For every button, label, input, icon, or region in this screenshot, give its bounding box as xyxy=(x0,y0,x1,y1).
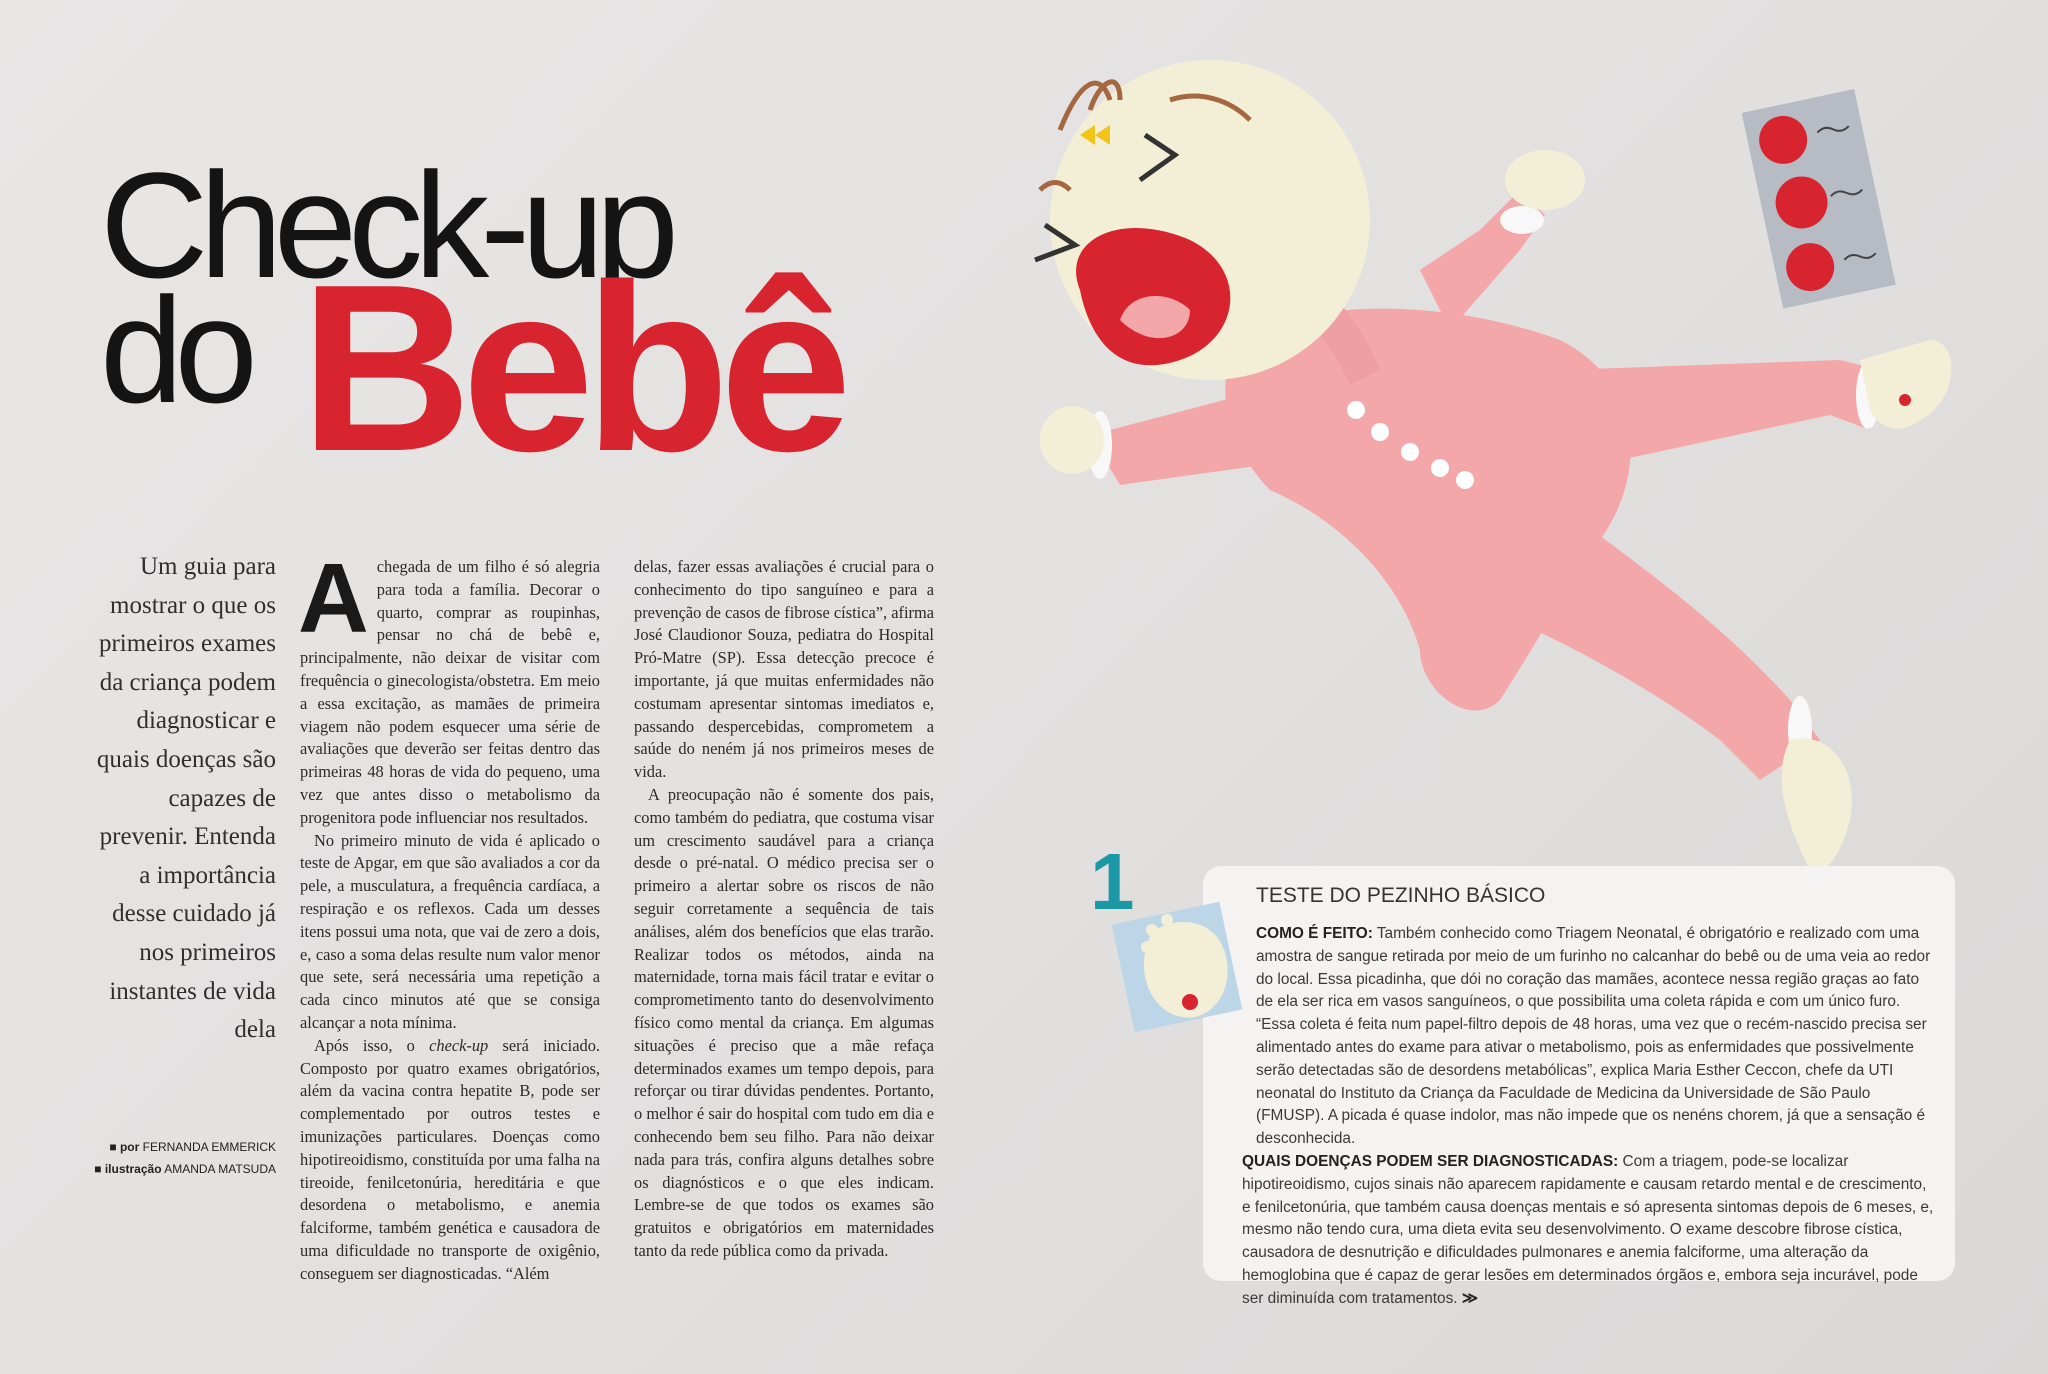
credits xyxy=(70,1136,276,1180)
illustrator-credit xyxy=(70,1158,276,1180)
title-check-up: Check-up xyxy=(100,141,670,309)
illustrator-name: AMANDA MATSUDA xyxy=(164,1162,276,1176)
bullet-icon: ■ xyxy=(109,1140,117,1154)
sidebar-body xyxy=(1222,923,1935,1311)
bullet-icon: ■ xyxy=(94,1162,102,1176)
intro-deck: Um guia para mostrar o que os primeiros exames da criança podem diagnosticar e quais doenças são capazes de prevenir. Entenda a importância desse cuidado já nos primeiros instantes de vida dela xyxy=(96,553,276,1044)
article-column-2 xyxy=(634,556,934,1263)
author-prefix: por xyxy=(119,1140,140,1154)
title-do: do xyxy=(100,266,249,434)
article-paragraph: A preocupação não é somente dos pais, como também do pediatra, que costuma visar um crescimento saudável para a criança desde o pré-natal. O médico precisa ser o primeiro a alertar sobre os riscos de não seguir corretamente a sequência de tais análises, além dos benefícios que elas trarão. Realizar todos os métodos, ainda na maternidade, torna mais fácil tratar e evitar o comprometimento tanto do desenvolvimento físico como mental da criança. Em algumas situações é preciso que a mãe refaça determinados exames um tempo depois, para reforçar ou tirar dúvidas pendentes. Portanto, o melhor é sair do hospital com tudo em dia e conhecendo bem seu filho. Para não deixar nada para trás, confira alguns detalhes sobre os diagnósticos e o que eles indicam. Lembre-se de que todos os exames são gratuitos e obrigatórios em maternidades tanto da rede pública como da privada. xyxy=(634,784,934,1260)
sidebar-diseases-label: QUAIS DOENÇAS PODEM SER DIAGNOSTICADAS: xyxy=(1242,1152,1619,1170)
sidebar-diseases-text: Com a triagem, pode-se localizar hipotireoidismo, cujos sinais não aparecem rapidamente e causam retardo mental e de crescimento, e fenilcetonúria, que também causa doenças mentais e só apresenta sintomas depois de 6 meses, e, mesmo não tendo cura, uma dieta evita seu desenvolvimento. O exame descobre fibrose cística, causadora de desnutrição e dificuldades pulmonares e anemia falciforme, uma alteração da hemoglobina que é capaz de gerar lesões em determinados órgãos e, embora seja incurável, pode ser diminuída com tratamentos. xyxy=(1242,1152,1934,1307)
author-credit xyxy=(70,1136,276,1158)
article-emphasis: check-up xyxy=(429,1035,489,1055)
article-text: Após isso, o xyxy=(314,1035,430,1055)
illustration-prefix: ilustração xyxy=(104,1162,162,1176)
sidebar-how-paragraph xyxy=(1222,923,1935,1151)
continue-arrow-icon: ≫ xyxy=(1461,1289,1478,1307)
title-bebe: Bebê xyxy=(300,236,842,501)
section-number: 1 xyxy=(1090,837,1135,926)
sidebar-how-label: COMO É FEITO: xyxy=(1256,925,1373,942)
article-paragraph: chegada de um filho é só alegria para toda a família. Decorar o quarto, comprar as roupinhas, pensar no chá de bebê e, principalmente, não deixar de visitar com frequência o ginecologista/obstetra. Em meio a essa excitação, as mamães de primeira viagem não podem esquecer uma série de avaliações que deverão ser feitas dentro das primeiras 48 horas de vida do pequeno, uma vez que antes disso o metabolismo da progenitora pode influenciar nos resultados. xyxy=(300,557,600,827)
sidebar-title: TESTE DO PEZINHO BÁSICO xyxy=(1256,884,1546,907)
article-text: será iniciado. Composto por quatro exames obrigatórios, além da vacina contra hepatite B, pode ser complementado por outros testes e imunizações particulares. Doenças como hipotireoidismo, constituída por uma falha na tireoide, fenilcetonúria, hereditária e que desordena o metabolismo, e anemia falciforme, também genética e causadora de uma dificuldade no transporte de oxigênio, conseguem ser diagnosticadas. “Além xyxy=(300,1035,600,1283)
author-name: FERNANDA EMMERICK xyxy=(142,1140,276,1154)
article-paragraph xyxy=(300,1035,600,1286)
sidebar-diseases-paragraph xyxy=(1222,1151,1935,1311)
article-paragraph: delas, fazer essas avaliações é crucial para o conhecimento do tipo sanguíneo e para a prevenção de casos de fibrose cística”, afirma José Claudionor Souza, pediatra do Hospital Pró-Matre (SP). Essa detecção precoce é importante, já que muitas enfermidades não costumam apresentar sintomas imediatos e, passando despercebidas, comprometem a saúde do neném já nos primeiros meses de vida. xyxy=(634,557,934,782)
article-paragraph: No primeiro minuto de vida é aplicado o teste de Apgar, em que são avaliados a cor da pele, a musculatura, a frequência cardíaca, a respiração e os reflexos. Cada um desses itens possui uma nota, que vai de zero a dois, e, caso a soma delas resulte num valor menor que sete, será necessária uma repetição a cada cinco minutos até que se consiga alcançar a nota mínima. xyxy=(300,830,600,1032)
article-column-1 xyxy=(298,543,600,1286)
crying-baby-illustration xyxy=(1000,40,2000,900)
blood-sample-card xyxy=(1742,89,1896,309)
sidebar-how-text: Também conhecido como Triagem Neonatal, é obrigatório e realizado com uma amostra de sangue retirada por meio de um furinho no calcanhar do bebê ou de uma veia ao redor do local. Essa picadinha, que dói no coração das mamães, acontece nessa região graças ao fato de ela ser rica em vasos sanguíneos, o que possibilita uma coleta rápida e com um único furo. “Essa coleta é feita num papel-filtro depois de 48 horas, uma vez que o recém-nascido precisa ser alimentado antes do exame para ativar o metabolismo, pois as enfermidades que possivelmente serão detectadas são de desordens metabólicas”, explica Maria Esther Ceccon, chefe da UTI neonatal do Instituto da Criança da Faculdade de Medicina da Universidade de São Paulo (FMUSP). A picada é quase indolor, mas não impede que os nenéns chorem, já que a sensação é desconhecida. xyxy=(1256,925,1931,1148)
drop-cap: A xyxy=(298,543,369,653)
